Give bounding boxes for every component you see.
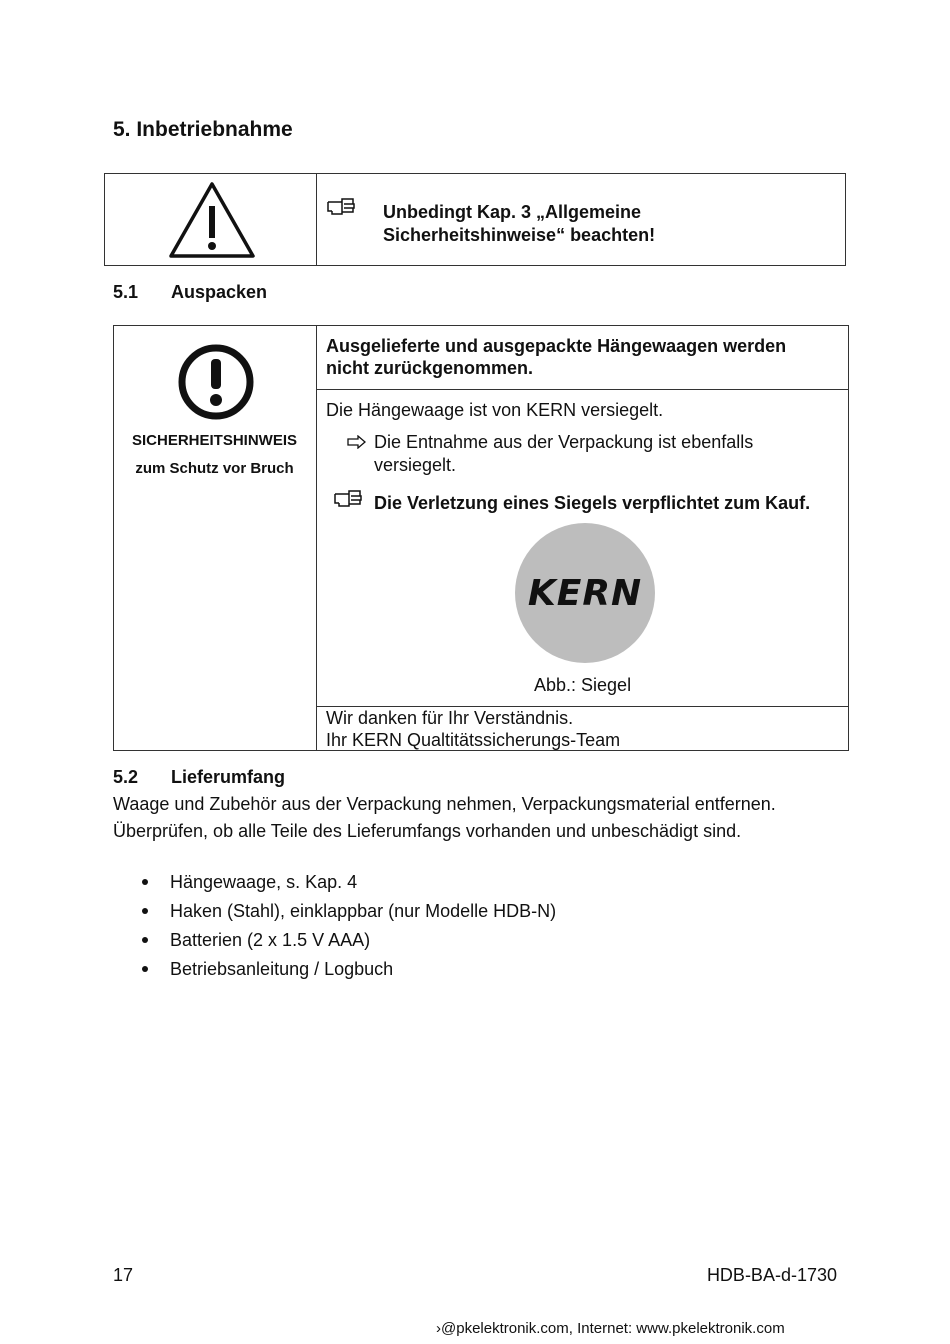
warning-box-divider (316, 173, 317, 266)
list-item-label: Batterien (2 x 1.5 V AAA) (170, 930, 371, 950)
delivery-items-list (140, 868, 556, 984)
list-item-label: Betriebsanleitung / Logbuch (170, 959, 394, 979)
warning-text-line2: Sicherheitshinweise“ beachten! (383, 225, 656, 245)
list-item-label: Haken (Stahl), einklappbar (nur Modelle HDB-N) (170, 901, 557, 921)
subsection-title: Auspacken (171, 282, 268, 302)
seal-caption: Abb.: Siegel (534, 675, 632, 695)
subsection-number: 5.1 (113, 282, 139, 302)
subsection-title: Lieferumfang (171, 767, 286, 787)
footer-contact: ›@pkelektronik.com, Internet: www.pkelektronik.com (436, 1320, 785, 1337)
scope-paragraph-line1: Waage und Zubehör aus der Verpackung nehmen, Verpackungsmaterial entfernen. (113, 794, 776, 814)
thanks-line2: Ihr KERN Qualtitätssicherungs-Team (326, 730, 621, 750)
scope-paragraph-line2: Überprüfen, ob alle Teile des Lieferumfangs vorhanden und unbeschädigt sind. (113, 821, 742, 841)
list-item (140, 868, 556, 897)
hand-pointing-icon (333, 488, 363, 510)
unpack-heading-line1: Ausgelieferte und ausgepackte Hängewaagen werden (326, 336, 787, 356)
bullet-icon (142, 879, 148, 885)
safety-label: SICHERHEITSHINWEIS (131, 432, 297, 449)
arrow-right-icon (347, 435, 367, 449)
sealed-text: Die Hängewaage ist von KERN versiegelt. (326, 400, 664, 420)
thanks-line1: Wir danken für Ihr Verständnis. (326, 708, 574, 728)
list-item-label: Hängewaage, s. Kap. 4 (170, 872, 358, 892)
subsection-number: 5.2 (113, 767, 139, 787)
list-item (140, 955, 556, 984)
bullet-icon (142, 966, 148, 972)
removal-text-line2: versiegelt. (374, 455, 457, 475)
bullet-icon (142, 908, 148, 914)
list-item (140, 897, 556, 926)
page-number: 17 (113, 1265, 134, 1285)
page-title: 5. Inbetriebnahme (113, 118, 293, 141)
bullet-icon (142, 937, 148, 943)
unpack-heading-line2: nicht zurückgenommen. (326, 358, 534, 378)
list-item (140, 926, 556, 955)
removal-text-line1: Die Entnahme aus der Verpackung ist ebenfalls (374, 432, 754, 452)
warning-triangle-icon (168, 180, 256, 260)
document-code: HDB-BA-d-1730 (706, 1265, 837, 1285)
warning-text-line1: Unbedingt Kap. 3 „Allgemeine (383, 202, 642, 222)
unpack-thanks-rule (316, 706, 849, 707)
exclamation-circle-icon (177, 343, 255, 421)
safety-sublabel: zum Schutz vor Bruch (135, 460, 294, 477)
kern-seal-text: KERN (527, 573, 643, 614)
kern-seal-logo (515, 523, 655, 663)
hand-pointing-icon (326, 196, 356, 218)
purchase-note: Die Verletzung eines Siegels verpflichtet zum Kauf. (374, 493, 811, 513)
unpack-heading-rule (316, 389, 849, 390)
